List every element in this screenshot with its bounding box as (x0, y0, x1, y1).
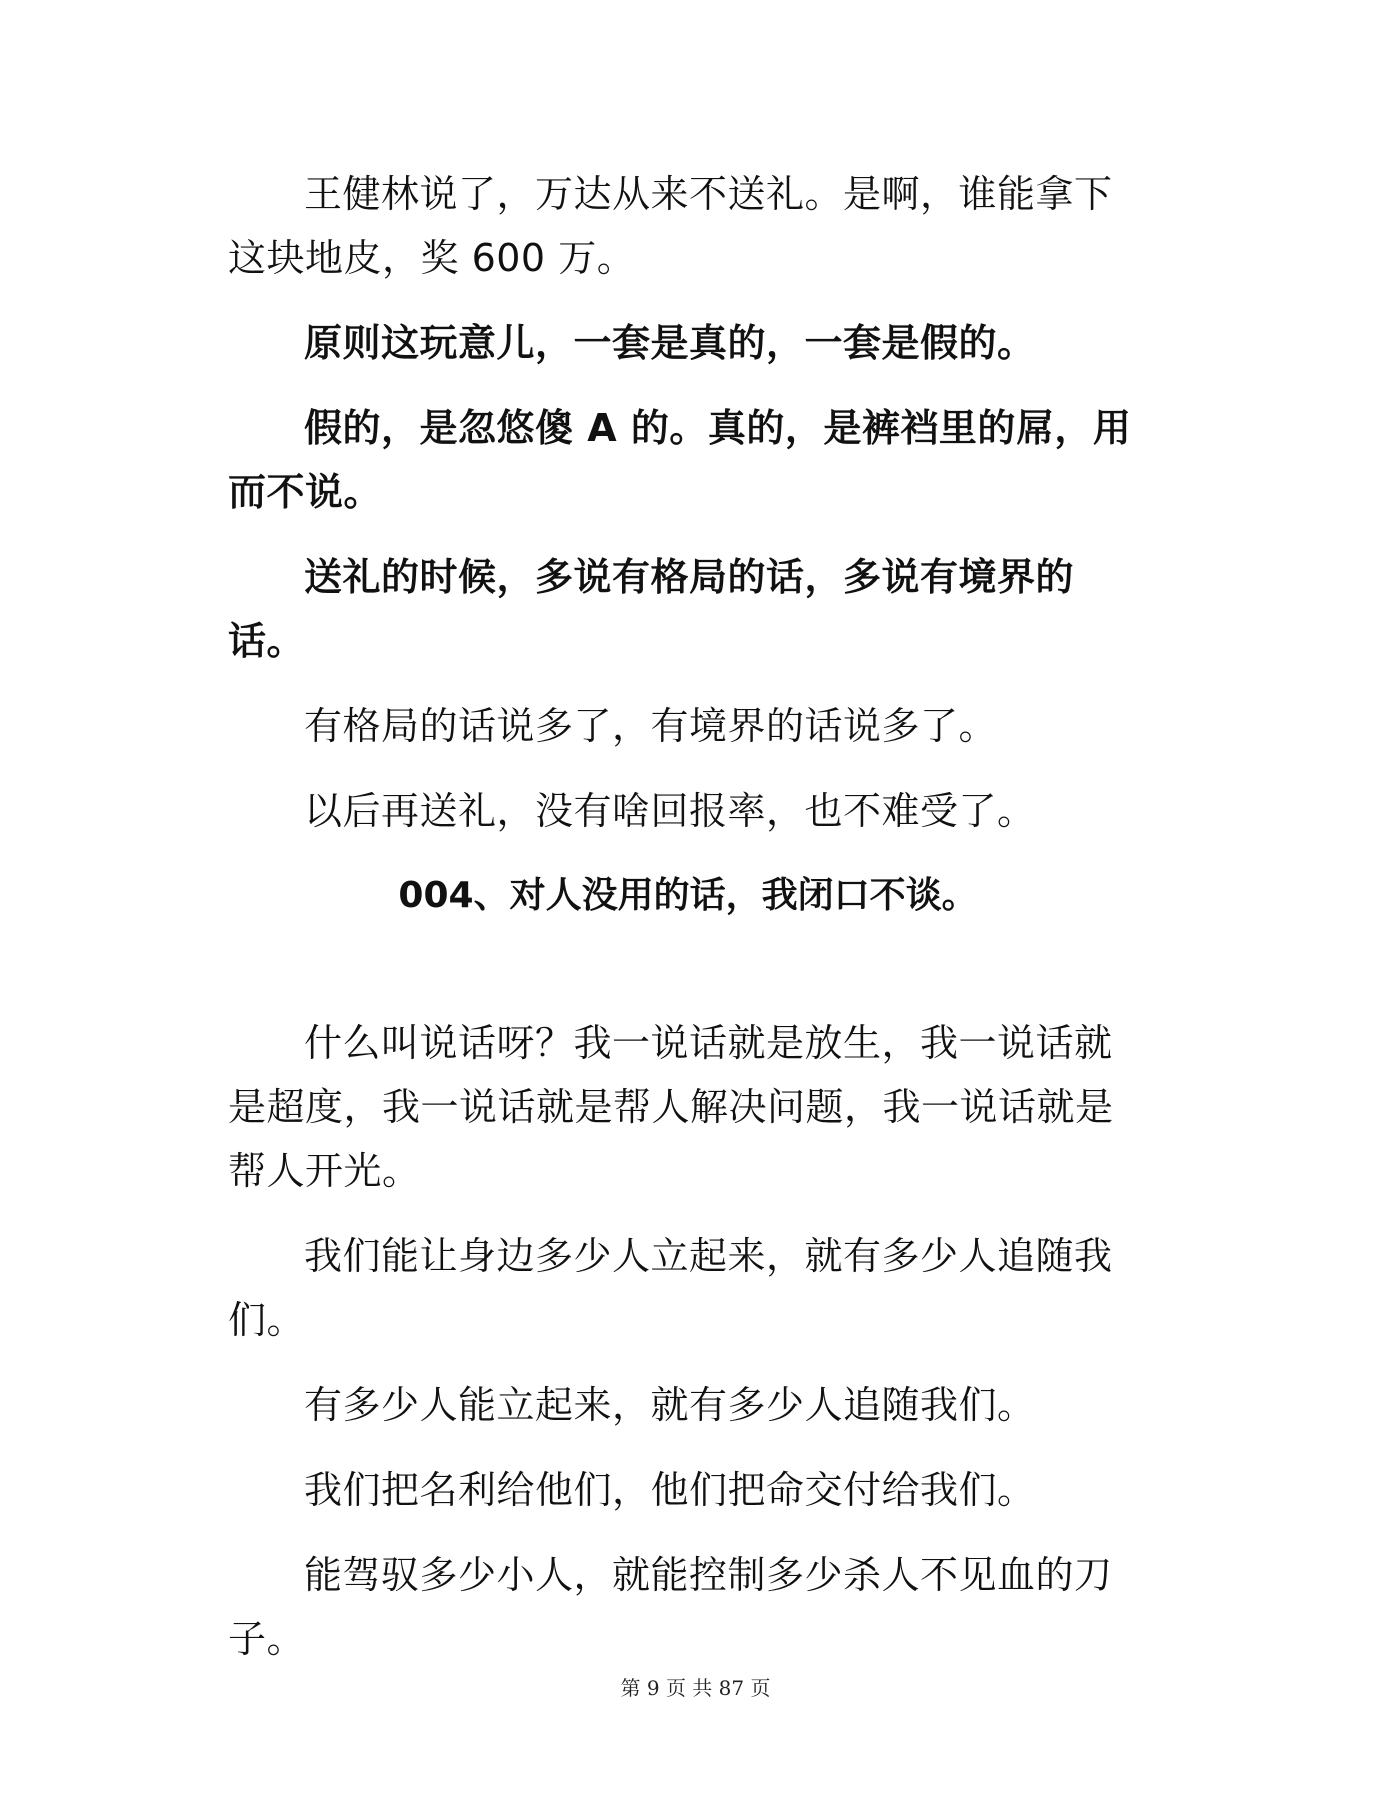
paragraph: 以后再送礼，没有啥回报率，也不难受了。 (304, 789, 1036, 833)
page-body (228, 162, 1148, 1692)
bold-paragraph: 假的，是忽悠傻 A 的。真的，是裤裆里的屌，用而不说。 (228, 406, 1132, 514)
paragraph: 能驾驭多少小人，就能控制多少杀人不见血的刀子。 (228, 1553, 1113, 1661)
page-number-footer: 第 9 页 共 87 页 (620, 1676, 771, 1700)
paragraph: 什么叫说话呀？我一说话就是放生，我一说话就是超度，我一说话就是帮人解决问题，我一说话就是帮人开光。 (228, 1021, 1114, 1193)
paragraph: 我们把名利给他们，他们把命交付给我们。 (304, 1468, 1036, 1512)
bold-paragraph: 原则这玩意儿，一套是真的，一套是假的。 (304, 321, 1036, 365)
paragraph: 有格局的话说多了，有境界的话说多了。 (304, 704, 998, 748)
paragraph: 有多少人能立起来，就有多少人追随我们。 (304, 1383, 1036, 1427)
bold-paragraph: 送礼的时候，多说有格局的话，多说有境界的话。 (228, 555, 1075, 663)
paragraph: 王健林说了，万达从来不送礼。是啊，谁能拿下这块地皮，奖 600 万。 (228, 172, 1113, 280)
section-heading: 004、对人没用的话，我闭口不谈。 (398, 875, 978, 916)
paragraph: 我们能让身边多少人立起来，就有多少人追随我们。 (228, 1234, 1113, 1342)
